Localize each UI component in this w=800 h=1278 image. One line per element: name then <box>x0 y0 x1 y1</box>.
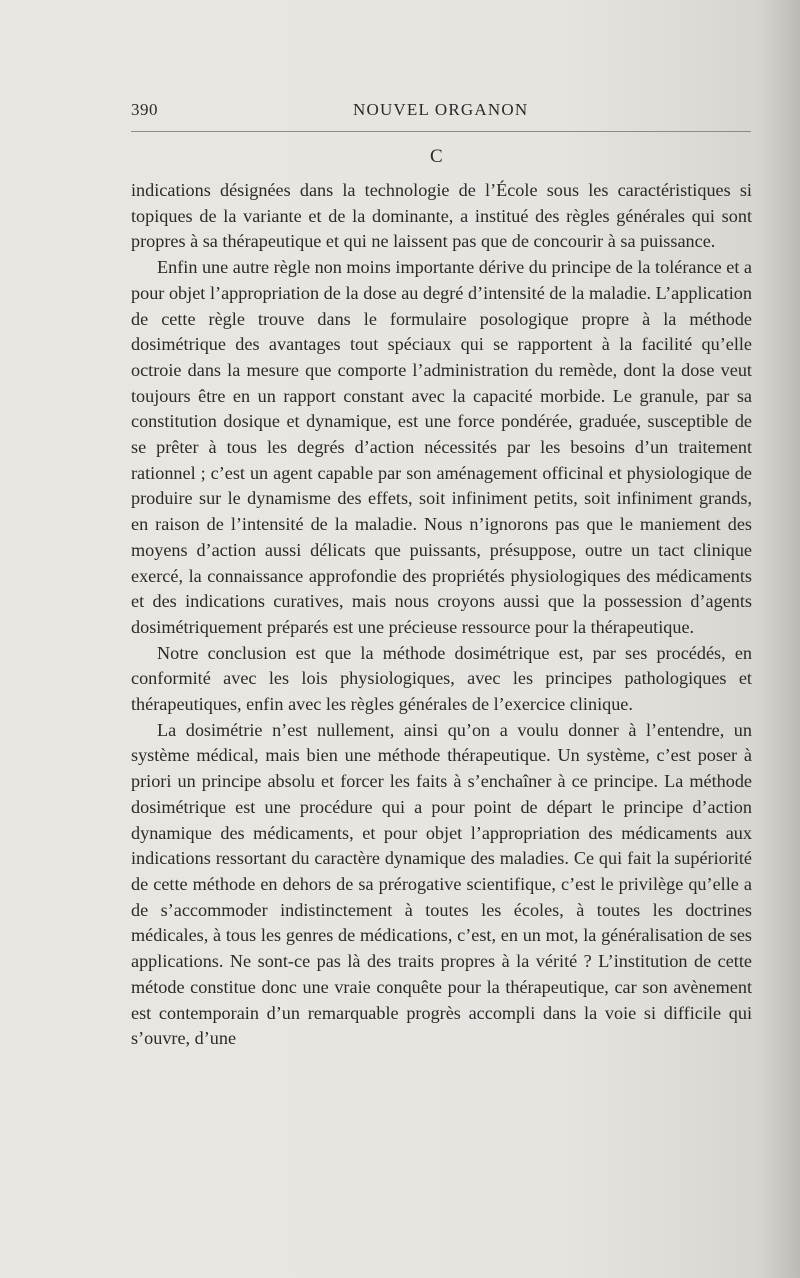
header-rule <box>131 131 751 132</box>
paragraph-continued: indications désignées dans la technologie de l’École sous les caractéristiques si topiques de la variante et de la dominante, a institué des règles générales qui sont propres à sa thérapeutique et qui ne laissent pas que de concourir à sa puissance. <box>131 180 752 252</box>
page-number: 390 <box>131 100 158 119</box>
signature-mark: C <box>430 146 443 167</box>
paragraph: Notre conclusion est que la méthode dosimétrique est, par ses procédés, en conformité avec les lois physiologiques, avec les principes pathologiques et thérapeutiques, enfin avec les règles générales de l’exercice clinique. <box>131 642 752 715</box>
paragraph: La dosimétrie n’est nullement, ainsi qu’on a voulu donner à l’entendre, un système médical, mais bien une méthode thérapeutique. Un système, c’est poser à priori un principe absolu et forcer les faits à s’enchaîner à ce principe. La méthode dosimétrique est une procédure qui a pour point de départ le principe d’action dynamique des médicaments, et pour objet l’appropriation des médicaments aux indications ressortant du caractère dynamique des maladies. Ce qui fait la supériorité de cette méthode en dehors de sa prérogative scientifique, c’est le privilège qu’elle a de s’accommoder indistinctement à toutes les écoles, à toutes les doctrines médicales, à tous les genres de médications, c’est, en un mot, la généralisation de ses applications. Ne sont-ce pas là des traits propres à la vérité ? L’institution de cette métode constitue donc une vraie conquête pour la thérapeutique, car son avènement est contemporain d’un remarquable progrès accompli dans la voie si difficile qui s’ouvre, d’une <box>131 719 752 1049</box>
running-title: NOUVEL ORGANON <box>353 100 529 119</box>
body-text <box>131 178 752 1052</box>
page-edge-shadow <box>758 0 800 1278</box>
paragraph: Enfin une autre règle non moins importante dérive du principe de la tolérance et a pour objet l’appropriation de la dose au degré d’intensité de la maladie. L’application de cette règle trouve dans le formulaire posologique propre à la méthode dosimétrique des avantages tout spéciaux qui se rapportent à la facilité qu’elle octroie dans la mesure que comporte l’administration du remède, dont la dose veut toujours être en un rapport constant avec la capacité morbide. Le granule, par sa constitution dosique et dynamique, est une force pondérée, graduée, susceptible de se prêter à tous les degrés d’action nécessités par les besoins d’un traitement rationnel ; c’est un agent capable par son aménagement officinal et physiologique de produire sur le dynamisme des effets, soit infiniment petits, soit infiniment grands, en raison de l’intensité de la maladie. Nous n’ignorons pas que le maniement des moyens d’action aussi délicats que puissants, présuppose, outre un tact clinique exercé, la connaissance approfondie des propriétés physiologiques des médicaments et des indications curatives, mais nous croyons aussi que la possession d’agents dosimétriquement préparés est une précieuse ressource pour la thérapeutique. <box>131 257 752 637</box>
page-header <box>131 100 751 124</box>
